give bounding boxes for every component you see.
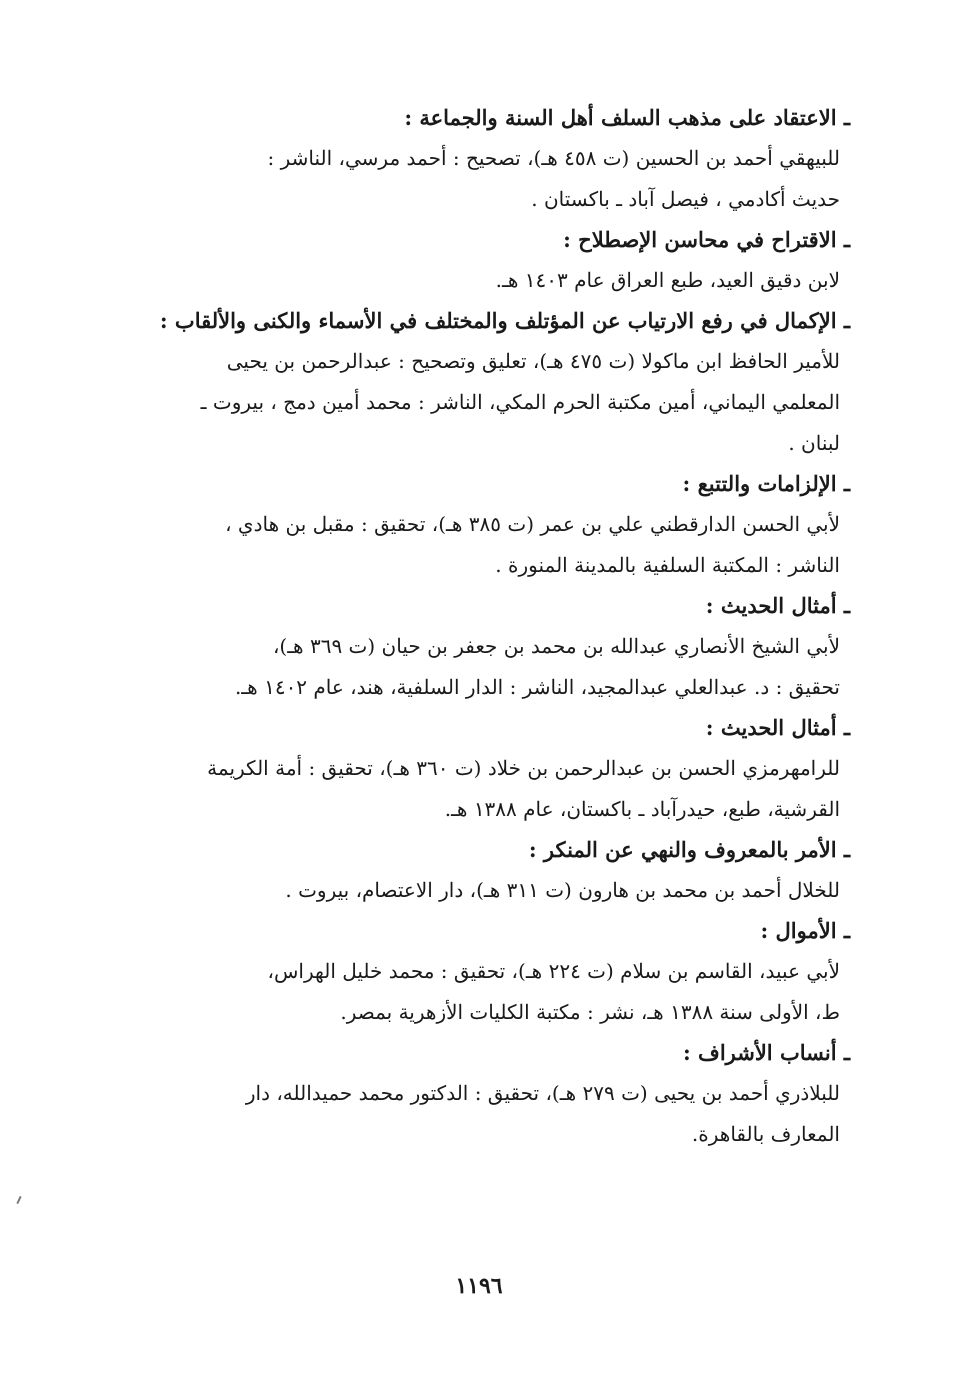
bibliography-entry [134,911,850,1033]
bibliography-entry [134,586,850,708]
entry-title: ـ الاقتراح في محاسن الإصطلاح : [563,227,850,252]
entry-line: لابن دقيق العيد، طبع العراق عام ١٤٠٣ هـ. [495,268,840,292]
bibliography-entry [134,464,850,586]
entry-line: الناشر : المكتبة السلفية بالمدينة المنورة . [495,553,840,577]
entry-line: تحقيق : د. عبدالعلي عبدالمجيد، الناشر : الدار السلفية، هند، عام ١٤٠٢ هـ. [234,675,840,699]
bibliography-entry [134,830,850,911]
entry-body [134,1073,840,1155]
bibliography-entry [134,220,850,301]
entry-line: للبلاذري أحمد بن يحيى (ت ٢٧٩ هـ)، تحقيق : الدكتور محمد حميدالله، دار [245,1081,840,1105]
entry-body [134,748,840,830]
entry-body [134,504,840,586]
entry-title: ـ الاعتقاد على مذهب السلف أهل السنة والجماعة : [404,105,850,130]
entry-body [134,341,840,464]
entry-title: ـ أنساب الأشراف : [682,1040,850,1065]
entry-line: القرشية، طبع، حيدرآباد ـ باكستان، عام ١٣٨٨ هـ. [444,797,840,821]
entry-line: للأمير الحافظ ابن ماكولا (ت ٤٧٥ هـ)، تعليق وتصحيح : عبدالرحمن بن يحيى [226,349,840,373]
entry-line: المعلمي اليماني، أمين مكتبة الحرم المكي، الناشر : محمد أمين دمج ، بيروت ـ [200,390,840,414]
entry-title: ـ الإكمال في رفع الارتياب عن المؤتلف والمختلف في الأسماء والكنى والألقاب : [159,308,850,333]
entry-body [134,951,840,1033]
entry-line: المعارف بالقاهرة. [691,1122,840,1146]
entry-title: ـ الأموال : [760,918,850,943]
entry-body [134,870,840,911]
entry-line: لأبي عبيد، القاسم بن سلام (ت ٢٢٤ هـ)، تحقيق : محمد خليل الهراس، [267,959,840,983]
entry-title: ـ أمثال الحديث : [705,593,850,618]
entry-title: ـ أمثال الحديث : [705,715,850,740]
entry-line: ط، الأولى سنة ١٣٨٨ هـ، نشر : مكتبة الكليات الأزهرية بمصر. [340,1000,840,1024]
entry-line: للبيهقي أحمد بن الحسين (ت ٤٥٨ هـ)، تصحيح : أحمد مرسي، الناشر : [267,146,840,170]
entry-line: حديث أكادمي ، فيصل آباد ـ باكستان . [531,187,840,211]
entry-line: للخلال أحمد بن محمد بن هارون (ت ٣١١ هـ)، دار الاعتصام، بيروت . [285,878,840,902]
page-number: ١١٩٦ [455,1273,503,1299]
entry-title: ـ الإلزامات والتتبع : [682,471,850,496]
entry-body [134,138,840,220]
entry-line: للرامهرمزي الحسن بن عبدالرحمن بن خلاد (ت ٣٦٠ هـ)، تحقيق : أمة الكريمة [207,756,840,780]
bibliography-entry [134,1033,850,1155]
scan-speck [16,1196,21,1204]
entry-line: لأبي الشيخ الأنصاري عبدالله بن محمد بن جعفر بن حيان (ت ٣٦٩ هـ)، [272,634,840,658]
entry-body [134,260,840,301]
bibliography-entry [134,98,850,220]
entry-body [134,626,840,708]
entry-title: ـ الأمر بالمعروف والنهي عن المنكر : [528,837,850,862]
bibliography-entry [134,301,850,464]
entry-line: لبنان . [788,431,840,455]
entry-line: لأبي الحسن الدارقطني علي بن عمر (ت ٣٨٥ هـ)، تحقيق : مقبل بن هادي ، [225,512,840,536]
bibliography-entry [134,708,850,830]
bibliography-page [134,98,850,1155]
